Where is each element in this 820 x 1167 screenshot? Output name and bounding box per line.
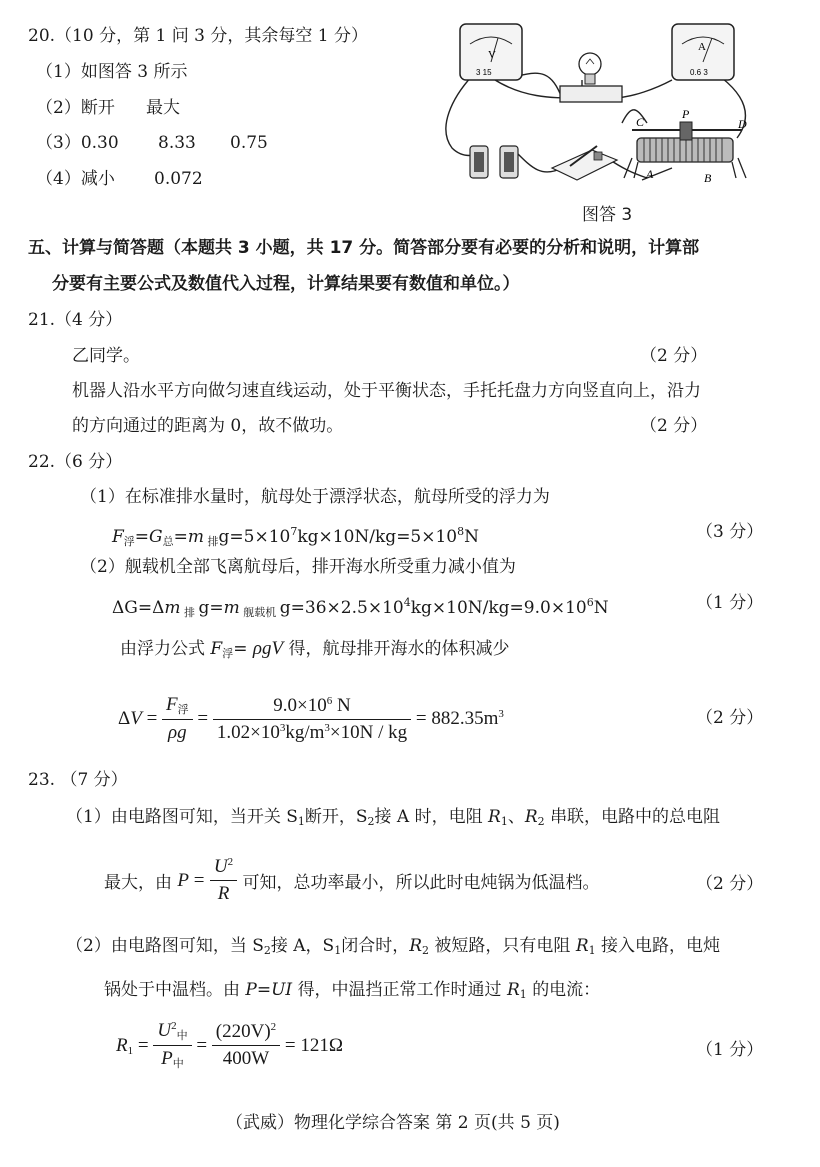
svg-text:D: D bbox=[738, 117, 747, 131]
q20-answer-3b: 8.33 bbox=[158, 133, 196, 153]
q21-answer-line-3: 的方向通过的距离为 0，故不做功。 bbox=[72, 416, 344, 436]
q23-fraction-numeric: $\frac{(220V)^2}{400W}$ bbox=[212, 1021, 280, 1070]
q23-heading: 23. （7 分） bbox=[28, 770, 128, 790]
q22-equation-2: ΔG=Δm $_排$ g=m $_{舰载机}$ $g=36\times 2.5\times 10^4kg\times 10N/kg=9.0\times 10^6N$ bbox=[112, 596, 609, 619]
q22-part-2: （2）舰载机全部飞离航母后，排开海水所受重力减小值为 bbox=[80, 557, 516, 577]
section-5-heading-line-1: 五、计算与简答题（本题共 3 小题，共 17 分。简答部分要有必要的分析和说明，计算部 bbox=[28, 238, 700, 258]
q22-equation-1: $F_浮=G_总=m$ $_排g=5\times 10^7kg\times 10N/kg=5\times 10^8N$ bbox=[112, 525, 480, 548]
q20-heading: 20.（10 分，第 1 问 3 分，其余每空 1 分） bbox=[28, 26, 368, 46]
sliding-rheostat bbox=[624, 107, 747, 185]
q22-fraction-symbolic: $\frac{F_浮}{\rho g}$ bbox=[162, 694, 193, 744]
q22-heading: 22.（6 分） bbox=[28, 452, 123, 472]
q20-answer-3a: （3）0.30 bbox=[36, 133, 119, 153]
voltmeter bbox=[460, 24, 522, 80]
q23-power-fraction: $\frac{U^2}{R}$ bbox=[210, 856, 237, 905]
svg-text:V: V bbox=[488, 49, 496, 61]
q21-heading: 21.（4 分） bbox=[28, 310, 123, 330]
q23-score-1: （2 分） bbox=[696, 874, 764, 894]
q23-part-2-line-2: 锅处于中温档。由 P=UI 得，中温挡正常工作时通过 $R_1$ 的电流： bbox=[104, 980, 601, 1001]
q23-part-1-line-1: （1）由电路图可知，当开关 $S_1$断开，$S_2$接 A 时，电阻 $R_1$、$R_2$ 串联，电路中的总电阻 bbox=[66, 807, 721, 828]
q21-score-2: （2 分） bbox=[640, 416, 708, 436]
svg-text:P: P bbox=[682, 107, 690, 121]
battery-cells bbox=[470, 146, 518, 178]
svg-text:0.6 3: 0.6 3 bbox=[690, 68, 708, 77]
q21-answer-line-2: 机器人沿水平方向做匀速直线运动，处于平衡状态，手托托盘力方向竖直向上，沿力 bbox=[72, 381, 701, 401]
svg-text:3 15: 3 15 bbox=[476, 68, 492, 77]
svg-text:B: B bbox=[704, 171, 712, 185]
q23-score-2: （1 分） bbox=[696, 1040, 764, 1060]
page-footer: （武威）物理化学综合答案 第 2 页(共 5 页) bbox=[226, 1113, 560, 1133]
ammeter bbox=[672, 24, 734, 80]
q20-answer-2a: （2）断开 bbox=[36, 98, 115, 118]
light-bulb bbox=[560, 53, 622, 102]
q20-answer-3c: 0.75 bbox=[230, 133, 268, 153]
q22-part-1: （1）在标准排水量时，航母处于漂浮状态，航母所受的浮力为 bbox=[80, 487, 550, 507]
q22-score-3: （2 分） bbox=[696, 708, 764, 728]
q20-answer-4b: 0.072 bbox=[154, 169, 203, 189]
circuit-figure bbox=[432, 18, 762, 198]
svg-text:C: C bbox=[636, 115, 645, 129]
q23-part-1-line-2: 最大，由 P = $\frac{U^2}{R}$ 可知，总功率最小，所以此时电炖锅为低温档。 bbox=[104, 856, 600, 904]
q20-answer-2b: 最大 bbox=[146, 98, 180, 118]
q23-part-2-line-1: （2）由电路图可知，当 $S_2$接 A，$S_1$闭合时，$R_2$ 被短路，只有电阻 $R_1$ 接入电路，电炖 bbox=[66, 936, 721, 957]
q22-volume-equation: ΔV = $\frac{F_浮}{\rho g}$ = $\frac{9.0\times 10^6 N}{1.02\times 10^3kg/m^3\times 10N / kg}$ = $882.35m^3$ bbox=[118, 694, 504, 743]
q22-buoyancy-formula-text: 由浮力公式 $F_浮= \rho gV$ 得，航母排开海水的体积减少 bbox=[120, 638, 510, 660]
q23-resistance-equation: $R_1$ = $\frac{U^2_中}{P_中}$ = $\frac{(220V)^2}{400W}$ = 121Ω bbox=[116, 1020, 344, 1070]
q22-fraction-numeric: $\frac{9.0\times 10^6 N}{1.02\times 10^3kg/m^3\times 10N / kg}$ bbox=[213, 695, 411, 744]
q21-answer-line-1: 乙同学。 bbox=[72, 346, 140, 366]
q22-score-2: （1 分） bbox=[696, 593, 764, 613]
svg-text:A: A bbox=[646, 167, 654, 181]
knife-switch bbox=[552, 146, 617, 180]
q23-fraction-symbolic: $\frac{U^2_中}{P_中}$ bbox=[153, 1020, 191, 1071]
figure-caption: 图答 3 bbox=[582, 205, 633, 225]
q21-score-1: （2 分） bbox=[640, 346, 708, 366]
q22-score-1: （3 分） bbox=[696, 522, 764, 542]
q20-answer-4a: （4）减小 bbox=[36, 169, 115, 189]
q20-answer-1: （1）如图答 3 所示 bbox=[36, 62, 188, 82]
svg-text:A: A bbox=[698, 41, 706, 53]
section-5-heading-line-2: 分要有主要公式及数值代入过程，计算结果要有数值和单位。） bbox=[52, 274, 520, 294]
